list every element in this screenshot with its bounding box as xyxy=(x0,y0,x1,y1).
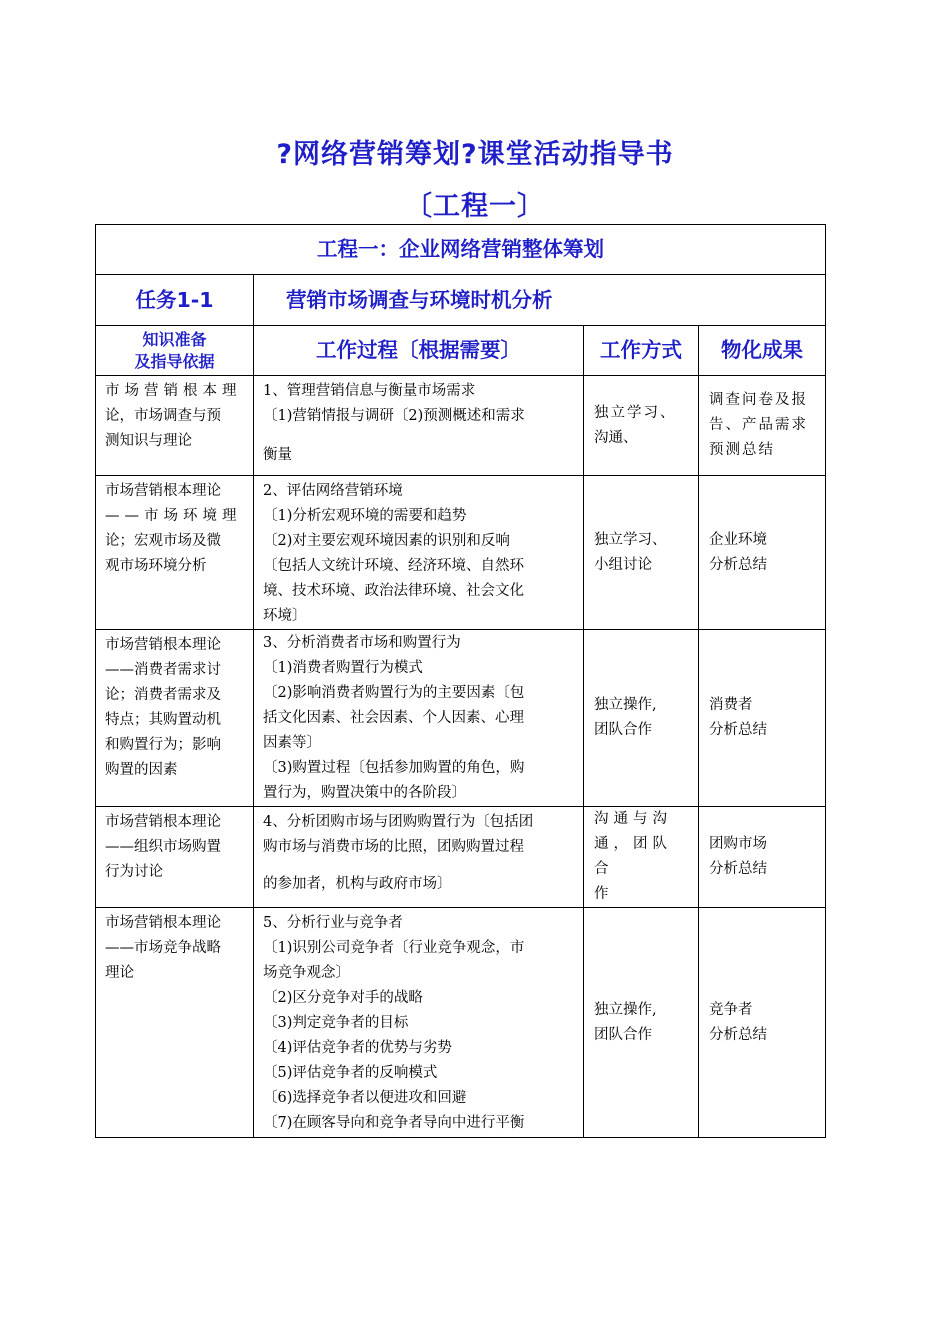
process-cell-line: 括文化因素、社会因素、个人因素、心理 xyxy=(263,710,524,726)
column-header-knowledge-line: 知识准备 xyxy=(142,329,207,349)
method-cell-line: 作 xyxy=(594,886,614,902)
method-cell-line: 沟通、 xyxy=(594,429,638,446)
knowledge-cell-line: ——组织市场购置 xyxy=(105,839,221,855)
knowledge-cell-line: 理论 xyxy=(105,965,134,981)
method-cell xyxy=(584,376,699,476)
process-cell-line: 〔1)营销情报与调研〔2)预测概述和需求 xyxy=(263,408,525,424)
column-header-knowledge xyxy=(96,326,254,376)
knowledge-cell-line: 市场营销根本理论 xyxy=(105,915,221,931)
process-cell-line: 因素等〕 xyxy=(263,735,321,751)
method-cell-line: 独立操作, xyxy=(594,697,657,713)
result-cell-line: 分析总结 xyxy=(709,861,767,877)
result-cell-line: 分析总结 xyxy=(709,556,767,573)
knowledge-cell-line: 观市场环境分析 xyxy=(105,558,207,574)
activity-guide-table xyxy=(95,224,826,1138)
knowledge-cell-line: ——市场环境理 xyxy=(105,508,242,524)
knowledge-cell-line: 特点；其购置动机 xyxy=(105,712,221,728)
knowledge-cell xyxy=(96,376,254,476)
column-header-knowledge-line: 及指导依据 xyxy=(134,351,215,371)
process-cell-line: 衡量 xyxy=(263,447,292,463)
process-cell-line: 的参加者，机构与政府市场〕 xyxy=(263,876,452,892)
project-row xyxy=(96,225,826,275)
process-cell-line: 〔1)分析宏观环境的需要和趋势 xyxy=(263,508,467,524)
method-cell xyxy=(584,630,699,807)
knowledge-cell xyxy=(96,630,254,807)
knowledge-cell-line: 和购置行为；影响 xyxy=(105,737,221,753)
method-cell xyxy=(584,807,699,908)
knowledge-cell-line: ——市场竞争战略 xyxy=(105,940,221,956)
process-cell-line: 〔1)消费者购置行为模式 xyxy=(263,660,423,676)
process-cell-line: 〔2)影响消费者购置行为的主要因素〔包 xyxy=(263,685,525,701)
knowledge-cell xyxy=(96,908,254,1138)
process-cell-line: 〔2)区分竞争对手的战略 xyxy=(263,990,423,1006)
process-cell-line: 2、评估网络营销环境 xyxy=(263,483,403,499)
process-cell-line: 境、技术环境、政治法律环境、社会文化 xyxy=(263,583,524,599)
table-row xyxy=(96,908,826,1138)
table-body xyxy=(96,376,826,1138)
knowledge-cell-line: 市场营销根本理论 xyxy=(105,814,221,830)
result-cell xyxy=(699,908,826,1138)
project-title: 工程一：企业网络营销整体筹划 xyxy=(96,225,826,275)
knowledge-cell xyxy=(96,807,254,908)
document-title: ?网络营销筹划?课堂活动指导书 xyxy=(276,139,674,170)
result-cell-line: 分析总结 xyxy=(709,722,767,738)
result-cell xyxy=(699,476,826,630)
process-cell-line: 购市场与消费市场的比照，团购购置过程 xyxy=(263,839,524,855)
task-row xyxy=(96,275,826,326)
process-cell-line: 〔2)对主要宏观环境因素的识别和反响 xyxy=(263,533,510,549)
result-cell-line: 分析总结 xyxy=(709,1026,767,1043)
knowledge-cell-line: 行为讨论 xyxy=(105,864,163,880)
result-cell xyxy=(699,630,826,807)
process-cell-line: 3、分析消费者市场和购置行为 xyxy=(263,635,461,651)
method-cell-line: 通，团队合 xyxy=(594,836,672,877)
knowledge-cell-line: ——消费者需求讨 xyxy=(105,662,221,678)
method-cell-line: 独立学习、 xyxy=(594,404,677,421)
knowledge-cell-line: 测知识与理论 xyxy=(105,433,192,449)
process-cell xyxy=(254,807,584,908)
document-subtitle: 〔工程一〕 xyxy=(405,191,545,222)
process-cell xyxy=(254,476,584,630)
process-cell-line: 〔3)购置过程〔包括参加购置的角色，购 xyxy=(263,760,525,776)
result-cell-line: 竞争者 xyxy=(709,1001,753,1018)
result-cell-line: 预测总结 xyxy=(709,442,775,458)
process-cell-line: 环境〕 xyxy=(263,608,307,624)
method-cell-line: 沟通与沟 xyxy=(594,811,672,827)
table-row xyxy=(96,807,826,908)
result-cell-line: 团购市场 xyxy=(709,836,767,852)
column-header-result: 物化成果 xyxy=(699,326,826,376)
result-cell-line: 告、产品需求 xyxy=(709,417,808,433)
result-cell-line: 企业环境 xyxy=(709,531,767,548)
column-header-row xyxy=(96,326,826,376)
process-cell-line: 置行为，购置决策中的各阶段〕 xyxy=(263,785,466,801)
knowledge-cell-line: 论；宏观市场及微 xyxy=(105,533,221,549)
table-row xyxy=(96,630,826,807)
method-cell-line: 团队合作 xyxy=(594,722,652,738)
process-cell xyxy=(254,630,584,807)
process-cell xyxy=(254,908,584,1138)
column-header-process: 工作过程〔根据需要〕 xyxy=(254,326,584,376)
method-cell-line: 小组讨论 xyxy=(594,556,652,573)
process-cell-line: 〔1)识别公司竞争者〔行业竞争观念，市 xyxy=(263,940,525,956)
process-cell xyxy=(254,376,584,476)
knowledge-cell xyxy=(96,476,254,630)
process-cell-line: 场竞争观念〕 xyxy=(263,965,350,981)
result-cell xyxy=(699,376,826,476)
process-cell-line: 5、分析行业与竞争者 xyxy=(263,915,403,931)
knowledge-cell-line: 购置的因素 xyxy=(105,762,178,778)
knowledge-cell-line: 市场营销根本理论 xyxy=(105,483,221,499)
knowledge-cell-line: 市场营销根本理 xyxy=(105,383,242,399)
method-cell xyxy=(584,476,699,630)
result-cell xyxy=(699,807,826,908)
knowledge-cell-line: 市场营销根本理论 xyxy=(105,637,221,653)
result-cell-line: 调查问卷及报 xyxy=(709,392,808,408)
method-cell-line: 独立学习、 xyxy=(594,531,667,548)
knowledge-cell-line: 论，市场调查与预 xyxy=(105,408,221,424)
process-cell-line: 〔包括人文统计环境、经济环境、自然环 xyxy=(263,558,524,574)
process-cell-line: 〔6)选择竞争者以便进攻和回避 xyxy=(263,1090,467,1106)
process-cell-line: 4、分析团购市场与团购购置行为〔包括团 xyxy=(263,814,534,830)
table-row xyxy=(96,376,826,476)
table-row xyxy=(96,476,826,630)
process-cell-line: 〔5)评估竞争者的反响模式 xyxy=(263,1065,438,1081)
task-name: 营销市场调查与环境时机分析 xyxy=(254,275,826,326)
method-cell xyxy=(584,908,699,1138)
column-header-method: 工作方式 xyxy=(584,326,699,376)
process-cell-line: 〔7)在顾客导向和竞争者导向中进行平衡 xyxy=(263,1115,525,1131)
result-cell-line: 消费者 xyxy=(709,697,753,713)
process-cell-line: 1、管理营销信息与衡量市场需求 xyxy=(263,383,476,399)
process-cell-line: 〔3)判定竞争者的目标 xyxy=(263,1015,409,1031)
knowledge-cell-line: 论；消费者需求及 xyxy=(105,687,221,703)
task-id: 任务1-1 xyxy=(96,275,254,326)
method-cell-line: 团队合作 xyxy=(594,1026,652,1043)
process-cell-line: 〔4)评估竞争者的优势与劣势 xyxy=(263,1040,452,1056)
method-cell-line: 独立操作, xyxy=(594,1001,657,1018)
